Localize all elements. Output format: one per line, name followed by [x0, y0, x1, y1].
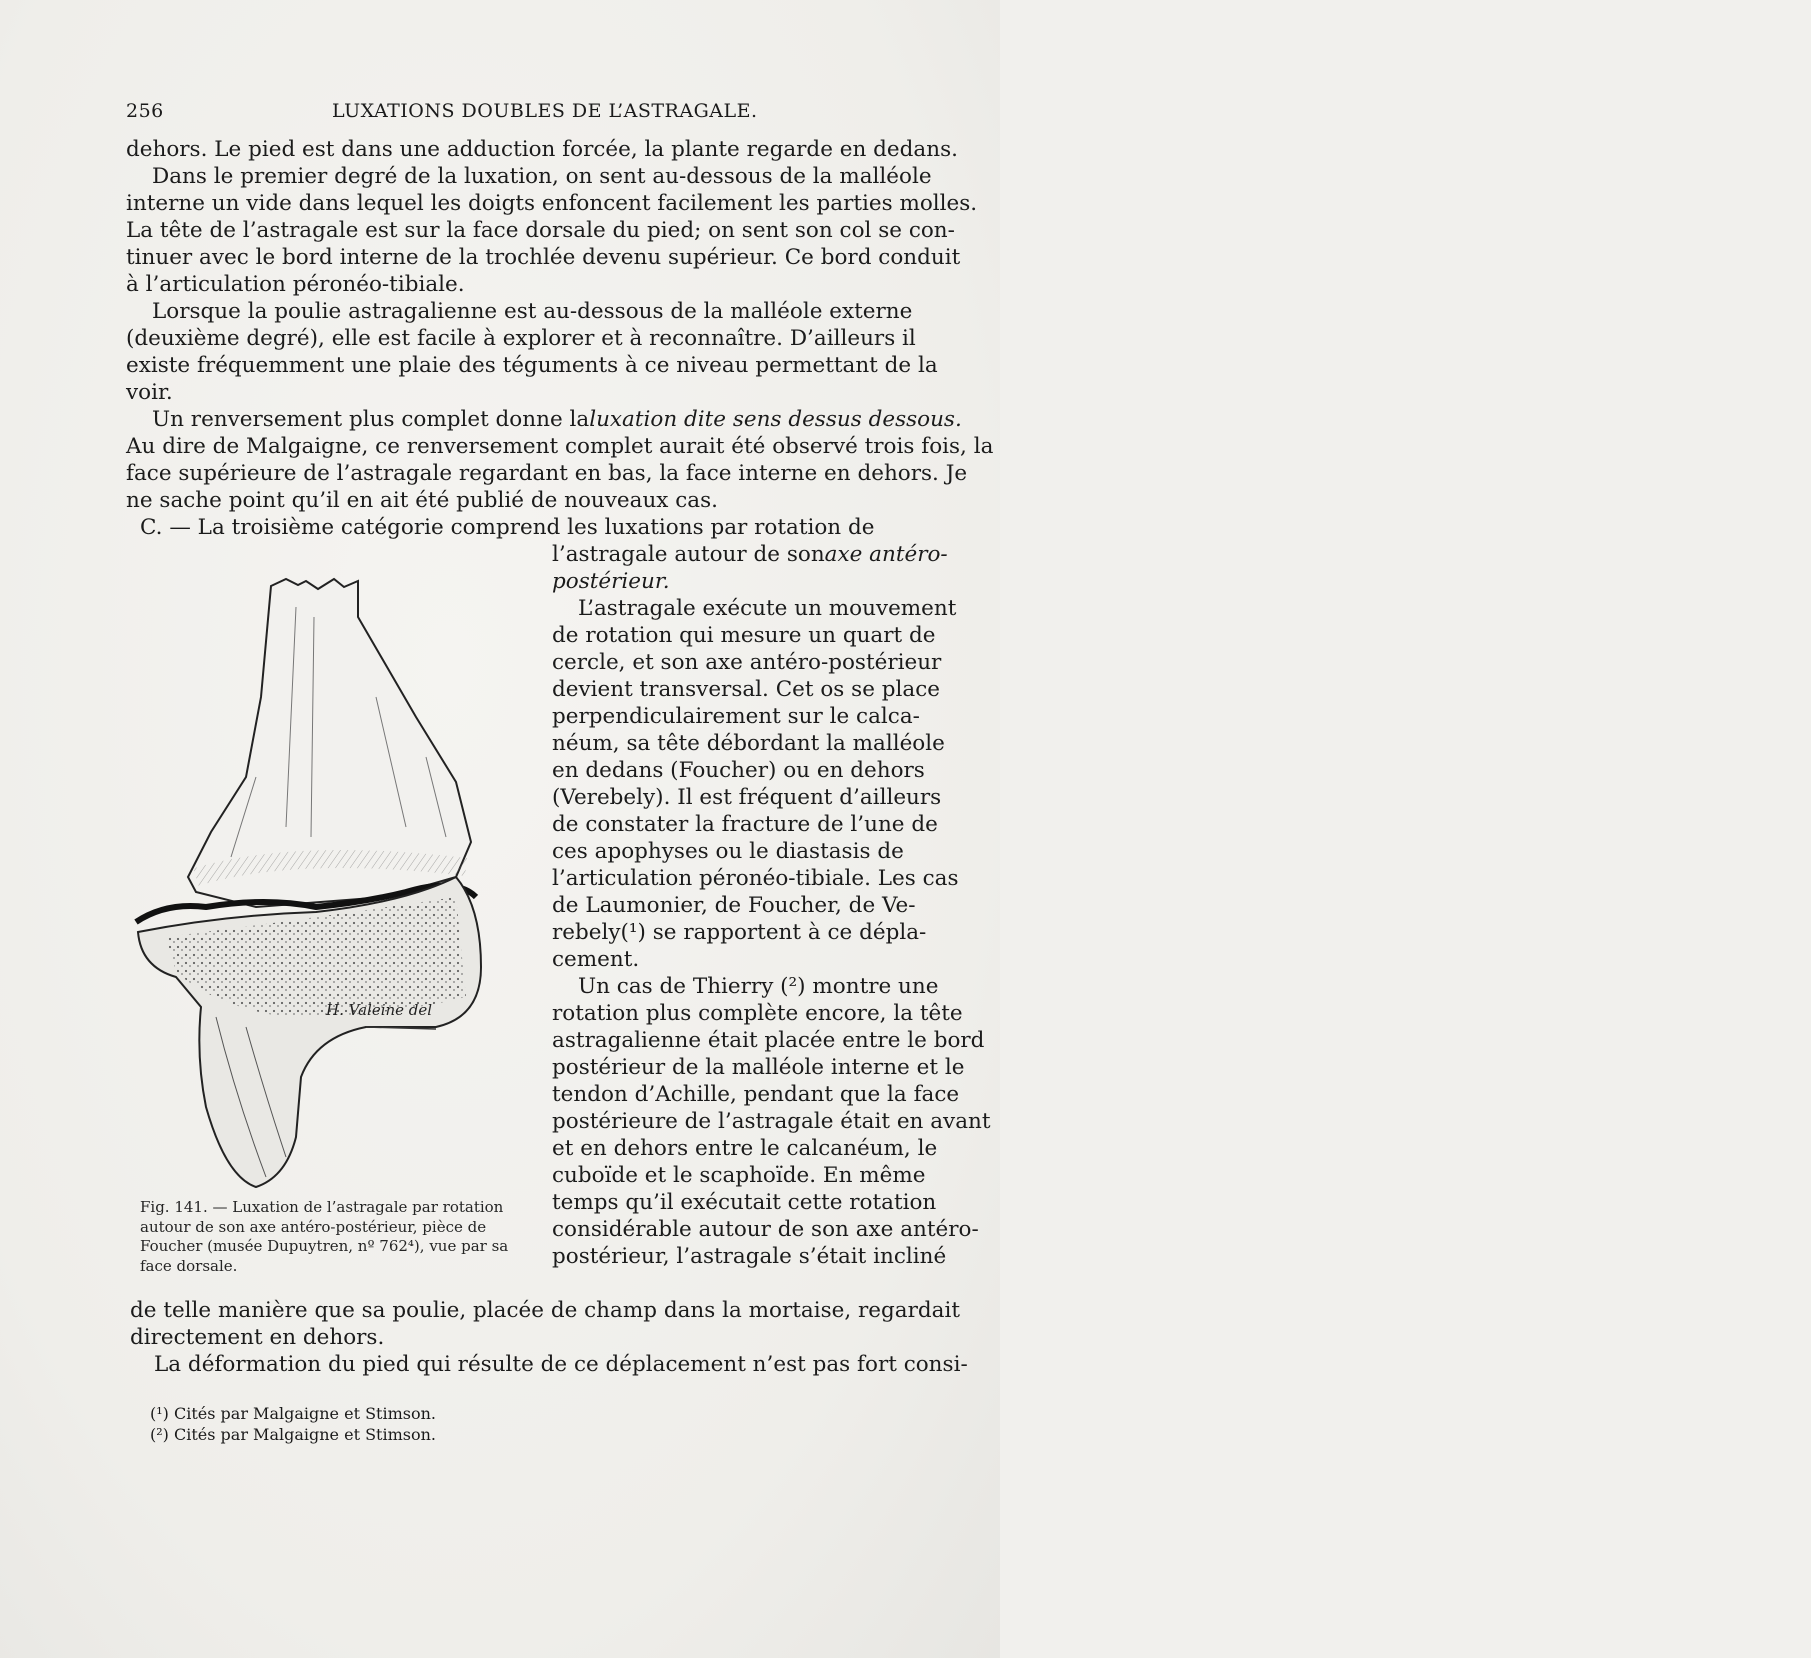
body-line: ne sache point qu’il en ait été publié de nouveaux cas.: [126, 488, 718, 513]
body-line: directement en dehors.: [130, 1325, 385, 1350]
body-line: Dans le premier degré de la luxation, on sent au-dessous de la malléole: [152, 164, 932, 189]
figure-caption: [140, 1198, 522, 1276]
body-line: Au dire de Malgaigne, ce renversement complet aurait été observé trois fois, la: [126, 434, 994, 459]
running-header: [126, 100, 946, 130]
column-line: cuboïde et le scaphoïde. En même: [552, 1163, 926, 1188]
body-line: tinuer avec le bord interne de la trochlée devenu supérieur. Ce bord conduit: [126, 245, 961, 270]
column-line: Un cas de Thierry (²) montre une: [578, 974, 939, 999]
column-line: astragalienne était placée entre le bord: [552, 1028, 985, 1053]
column-line: en dedans (Foucher) ou en dehors: [552, 758, 925, 783]
column-line: perpendiculairement sur le calca-: [552, 704, 920, 729]
column-line: postérieure de l’astragale était en avant: [552, 1109, 991, 1134]
column-line: de rotation qui mesure un quart de: [552, 623, 936, 648]
body-line: La tête de l’astragale est sur la face dorsale du pied; on sent son col se con-: [126, 218, 955, 243]
column-line: l’articulation péronéo-tibiale. Les cas: [552, 866, 959, 891]
body-line: Lorsque la poulie astragalienne est au-dessous de la malléole externe: [152, 299, 913, 324]
column-line: et en dehors entre le calcanéum, le: [552, 1136, 938, 1161]
column-line: temps qu’il exécutait cette rotation: [552, 1190, 937, 1215]
column-line: néum, sa tête débordant la malléole: [552, 731, 945, 756]
caption-line: face dorsale.: [140, 1256, 238, 1275]
body-line: (deuxième degré), elle est facile à explorer et à reconnaître. D’ailleurs il: [126, 326, 916, 351]
column-line: devient transversal. Cet os se place: [552, 677, 940, 702]
italic-term: luxation dite sens dessus dessous.: [589, 407, 962, 432]
running-title: LUXATIONS DOUBLES DE L’ASTRAGALE.: [332, 100, 758, 122]
column-line: cement.: [552, 947, 640, 972]
page-number: 256: [126, 100, 164, 122]
italic-term: postérieur.: [552, 569, 670, 594]
body-line: dehors. Le pied est dans une adduction forcée, la plante regarde en dedans.: [126, 137, 958, 162]
column-line: tendon d’Achille, pendant que la face: [552, 1082, 960, 1107]
column-line: considérable autour de son axe antéro-: [552, 1217, 979, 1242]
body-line-text: Un renversement plus complet donne la: [152, 407, 590, 432]
body-line: voir.: [126, 380, 173, 405]
column-line: rebely(¹) se rapportent à ce dépla-: [552, 920, 927, 945]
column-line: ces apophyses ou le diastasis de: [552, 839, 904, 864]
column-line: L’astragale exécute un mouvement: [578, 596, 957, 621]
footnotes: [150, 1403, 436, 1445]
column-line: de constater la fracture de l’une de: [552, 812, 938, 837]
body-line: face supérieure de l’astragale regardant en bas, la face interne en dehors. Je: [126, 461, 968, 486]
body-line: C. — La troisième catégorie comprend les luxations par rotation de: [140, 515, 875, 540]
body-line: à l’articulation péronéo-tibiale.: [126, 272, 465, 297]
column-line: postérieur de la malléole interne et le: [552, 1055, 965, 1080]
column-line-with-italic: [552, 541, 948, 568]
body-line: La déformation du pied qui résulte de ce déplacement n’est pas fort consi-: [154, 1352, 968, 1377]
column-line-text: l’astragale autour de son: [552, 542, 825, 567]
illustrator-signature: H. Valeine del: [326, 1001, 433, 1019]
column-line: postérieur, l’astragale s’était incliné: [552, 1244, 947, 1269]
body-line: interne un vide dans lequel les doigts enfoncent facilement les parties molles.: [126, 191, 978, 216]
footnote: (¹) Cités par Malgaigne et Stimson.: [150, 1404, 436, 1423]
caption-line: autour de son axe antéro-postérieur, pièce de: [140, 1217, 487, 1236]
body-line-with-italic: [152, 406, 962, 433]
column-line: de Laumonier, de Foucher, de Ve-: [552, 893, 916, 918]
column-line: cercle, et son axe antéro-postérieur: [552, 650, 942, 675]
column-line: rotation plus complète encore, la tête: [552, 1001, 963, 1026]
column-line: [552, 568, 670, 595]
body-line: de telle manière que sa poulie, placée de champ dans la mortaise, regardait: [130, 1298, 960, 1323]
caption-line: Foucher (musée Dupuytren, nº 762⁴), vue par sa: [140, 1237, 509, 1255]
column-line: (Verebely). Il est fréquent d’ailleurs: [552, 785, 942, 810]
body-line: existe fréquemment une plaie des téguments à ce niveau permettant de la: [126, 353, 938, 378]
bone-illustration: [136, 577, 526, 1192]
caption-line: Fig. 141. — Luxation de l’astragale par rotation: [140, 1198, 504, 1216]
footnote: (²) Cités par Malgaigne et Stimson.: [150, 1425, 436, 1444]
italic-term: axe antéro-: [824, 542, 948, 567]
